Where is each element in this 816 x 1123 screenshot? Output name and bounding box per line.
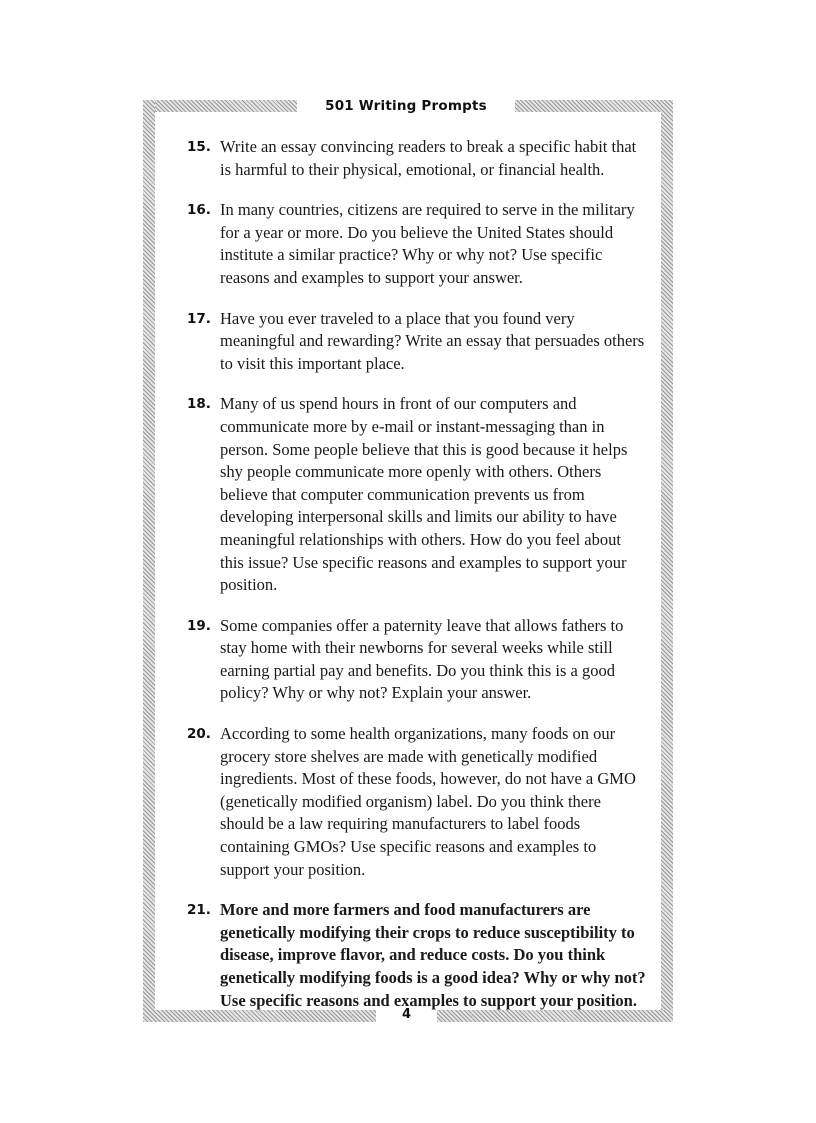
page-number: 4 <box>401 1007 412 1022</box>
frame-left-bar <box>143 100 155 1022</box>
prompt-text: More and more farmers and food manufacturers are genetically modifying their crops to reduce susceptibility to disease, improve flavor, and reduce costs. Do you think genetically modifying foods is a good idea? Why or why not? Use specific reasons and examples to support your position. <box>220 900 646 1010</box>
prompt-number: 17. <box>187 310 211 327</box>
prompt-number: 19. <box>187 617 211 634</box>
prompt-item-highlighted <box>187 899 647 1012</box>
prompt-number: 20. <box>187 726 211 743</box>
frame-top-left-bar <box>143 100 297 112</box>
prompt-text: Some companies offer a paternity leave that allows fathers to stay home with their newborns for several weeks while still earning partial pay and benefits. Do you think this is a good policy? Why or why not? Explain your answer. <box>220 615 624 703</box>
frame-right-bar <box>661 100 673 1022</box>
prompt-text: Many of us spend hours in front of our computers and communicate more by e-mail or instant-messaging than in person. Some people believe that this is good because it helps shy people communicate more openly with others. Others believe that computer communication prevents us from developing interpersonal skills and limits our ability to have meaningful relationships with others. How do you feel about this issue? Use specific reasons and examples to support your position. <box>220 394 628 595</box>
prompt-list <box>187 136 647 1030</box>
prompt-number: 18. <box>187 396 211 413</box>
prompt-text: Write an essay convincing readers to break a specific habit that is harmful to their physical, emotional, or financial health. <box>220 137 637 179</box>
prompt-text: According to some health organizations, many foods on our grocery store shelves are made with genetically modified ingredients. Most of these foods, however, do not have a GMO (genetically modified organism) label. Do you think there should be a law requiring manufacturers to label foods containing GMOs? Use specific reasons and examples to support your position. <box>220 724 636 879</box>
prompt-item <box>187 199 647 289</box>
frame-top-right-bar <box>515 100 673 112</box>
prompt-number: 15. <box>187 139 211 155</box>
prompt-item <box>187 393 647 596</box>
prompt-item <box>187 615 647 705</box>
prompt-item <box>187 308 647 376</box>
prompt-number: 16. <box>187 202 211 219</box>
prompt-text: Have you ever traveled to a place that you found very meaningful and rewarding? Write an essay that persuades others to visit this important place. <box>220 308 645 373</box>
prompt-item <box>187 136 647 181</box>
prompt-text: In many countries, citizens are required to serve in the military for a year or more. Do you believe the United States should institute a similar practice? Why or why not? Use specific reasons and examples to support your answer. <box>220 200 635 287</box>
running-head: 501 Writing Prompts <box>325 98 487 114</box>
prompt-item <box>187 723 647 881</box>
prompt-number: 21. <box>187 902 211 919</box>
